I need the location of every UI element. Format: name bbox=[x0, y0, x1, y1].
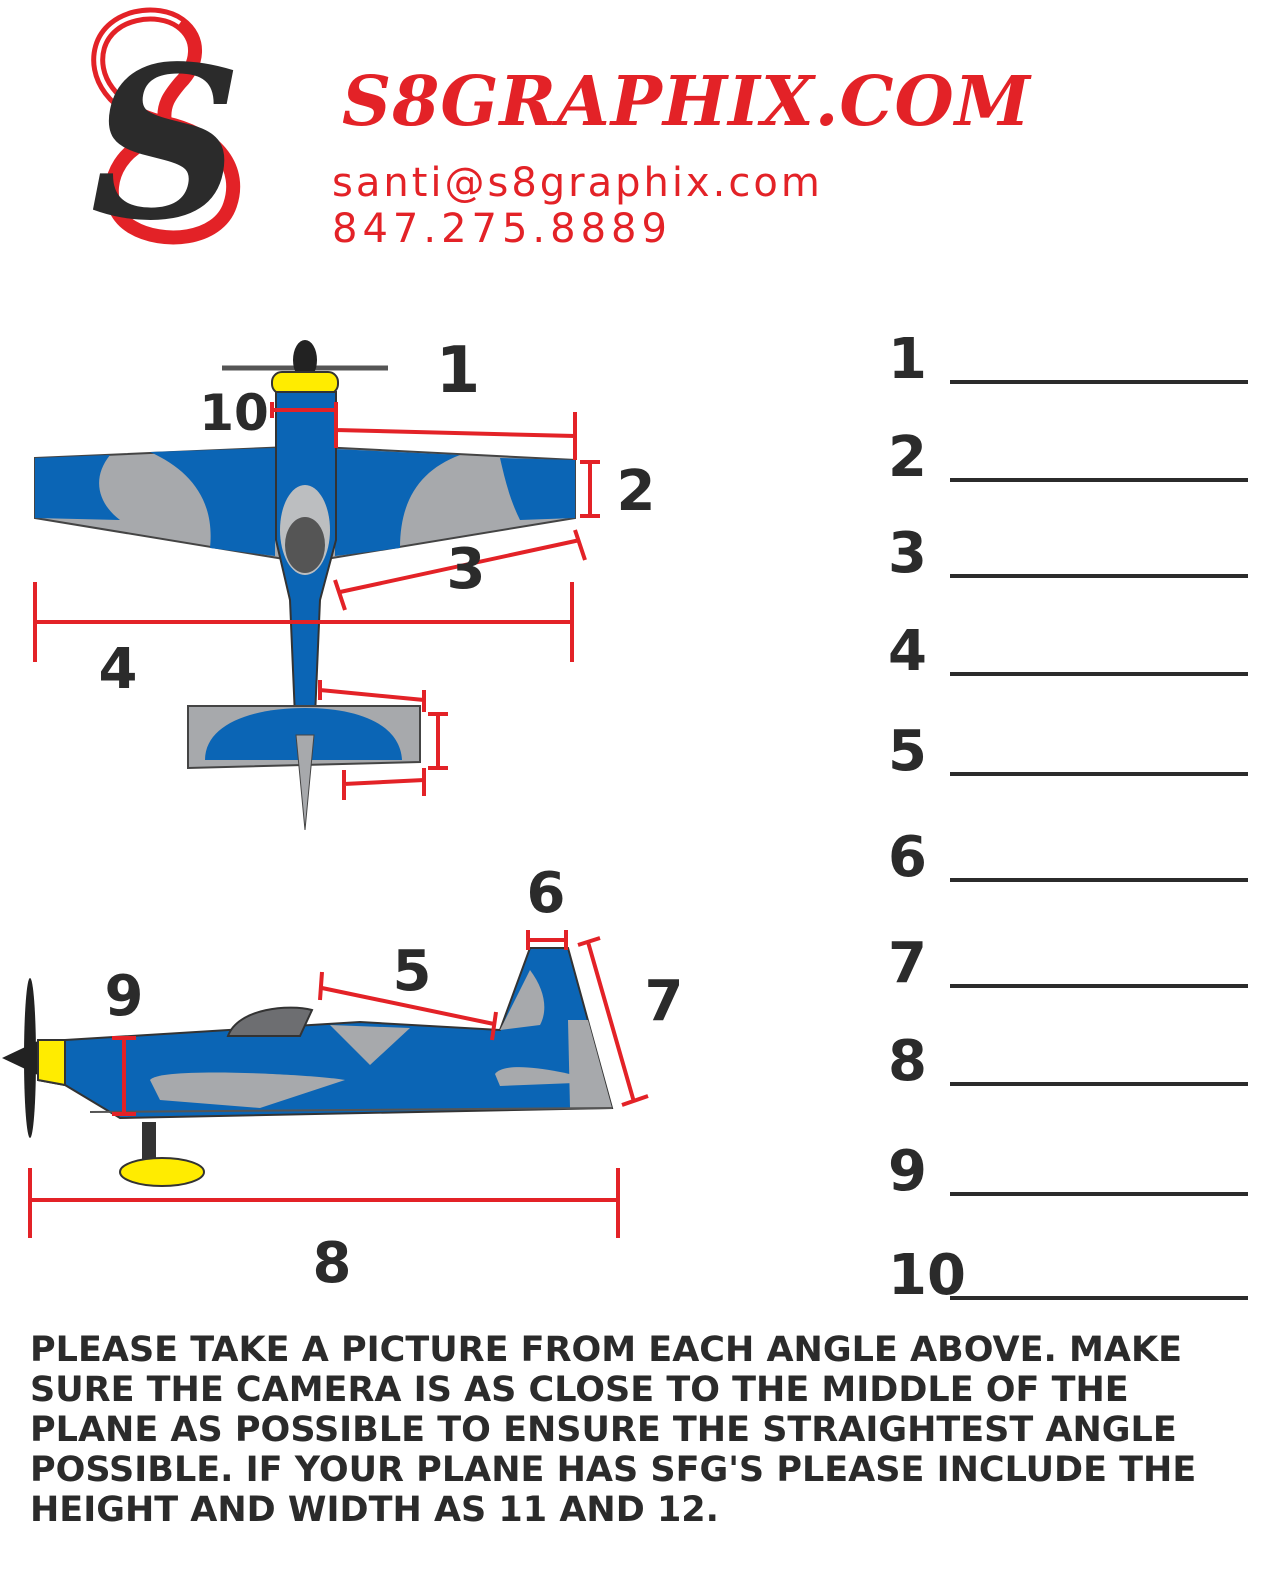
dim-label-6: 6 bbox=[526, 861, 566, 926]
measurement-row bbox=[880, 710, 1260, 784]
measurement-blank[interactable] bbox=[950, 1192, 1248, 1196]
measurement-blank[interactable] bbox=[950, 878, 1248, 882]
measurement-number: 1 bbox=[888, 327, 927, 392]
measurement-number: 2 bbox=[888, 425, 927, 490]
measurement-blank[interactable] bbox=[950, 1296, 1248, 1300]
dim-label-9: 9 bbox=[104, 964, 144, 1029]
instructions-text: PLEASE TAKE A PICTURE FROM EACH ANGLE ABOVE. MAKE SURE THE CAMERA IS AS CLOSE TO THE MIDDLE OF THE PLANE AS POSSIBLE TO ENSURE THE STRAIGHTEST ANGLE POSSIBLE. IF YOUR PLANE HAS SFG'S PLEASE INCLUDE THE HEIGHT AND WIDTH AS 11 AND 12. bbox=[30, 1330, 1197, 1530]
fuselage-top bbox=[276, 392, 336, 740]
measurement-row bbox=[880, 922, 1260, 996]
measurement-row bbox=[880, 1020, 1260, 1094]
dim-label-3: 3 bbox=[446, 537, 486, 602]
measurement-blank[interactable] bbox=[950, 380, 1248, 384]
measurement-number: 9 bbox=[888, 1139, 927, 1204]
measurement-row bbox=[880, 816, 1260, 890]
measurement-row bbox=[880, 416, 1260, 490]
contact-phone: 847.275.8889 bbox=[332, 206, 672, 252]
measurement-number: 8 bbox=[888, 1029, 927, 1094]
measurement-list bbox=[880, 318, 1264, 1318]
propeller-side bbox=[2, 978, 40, 1138]
measurement-number: 10 bbox=[888, 1243, 966, 1308]
measurement-number: 4 bbox=[888, 619, 927, 684]
logo-letter: S bbox=[90, 20, 242, 245]
measurement-number: 7 bbox=[888, 931, 927, 996]
measurement-number: 6 bbox=[888, 825, 927, 890]
dim-label-8: 8 bbox=[312, 1231, 352, 1296]
measurement-row bbox=[880, 1234, 1260, 1308]
measurement-blank[interactable] bbox=[950, 772, 1248, 776]
s8-logo bbox=[70, 5, 260, 245]
dim-label-2: 2 bbox=[616, 459, 656, 524]
measurement-blank[interactable] bbox=[950, 1082, 1248, 1086]
measurement-row bbox=[880, 1130, 1260, 1204]
measurement-row bbox=[880, 318, 1260, 392]
measurement-blank[interactable] bbox=[950, 574, 1248, 578]
site-title: S8GRAPHIX.COM bbox=[342, 62, 1032, 142]
measurement-blank[interactable] bbox=[950, 478, 1248, 482]
measurement-number: 5 bbox=[888, 719, 927, 784]
contact-email: santi@s8graphix.com bbox=[332, 160, 823, 206]
dim-label-1: 1 bbox=[435, 334, 481, 408]
landing-gear bbox=[120, 1122, 204, 1186]
measurement-row bbox=[880, 512, 1260, 586]
measurement-number: 3 bbox=[888, 521, 927, 586]
horizontal-stabilizer bbox=[188, 706, 420, 830]
dim-label-10: 10 bbox=[199, 384, 269, 442]
dim-label-5: 5 bbox=[392, 939, 432, 1004]
measurement-blank[interactable] bbox=[950, 672, 1248, 676]
dim-label-4: 4 bbox=[98, 637, 138, 702]
plane-side-view-diagram bbox=[0, 860, 720, 1300]
measurement-blank[interactable] bbox=[950, 984, 1248, 988]
dim-label-7: 7 bbox=[644, 969, 684, 1034]
measurement-row bbox=[880, 610, 1260, 684]
plane-top-view-diagram bbox=[0, 320, 700, 850]
